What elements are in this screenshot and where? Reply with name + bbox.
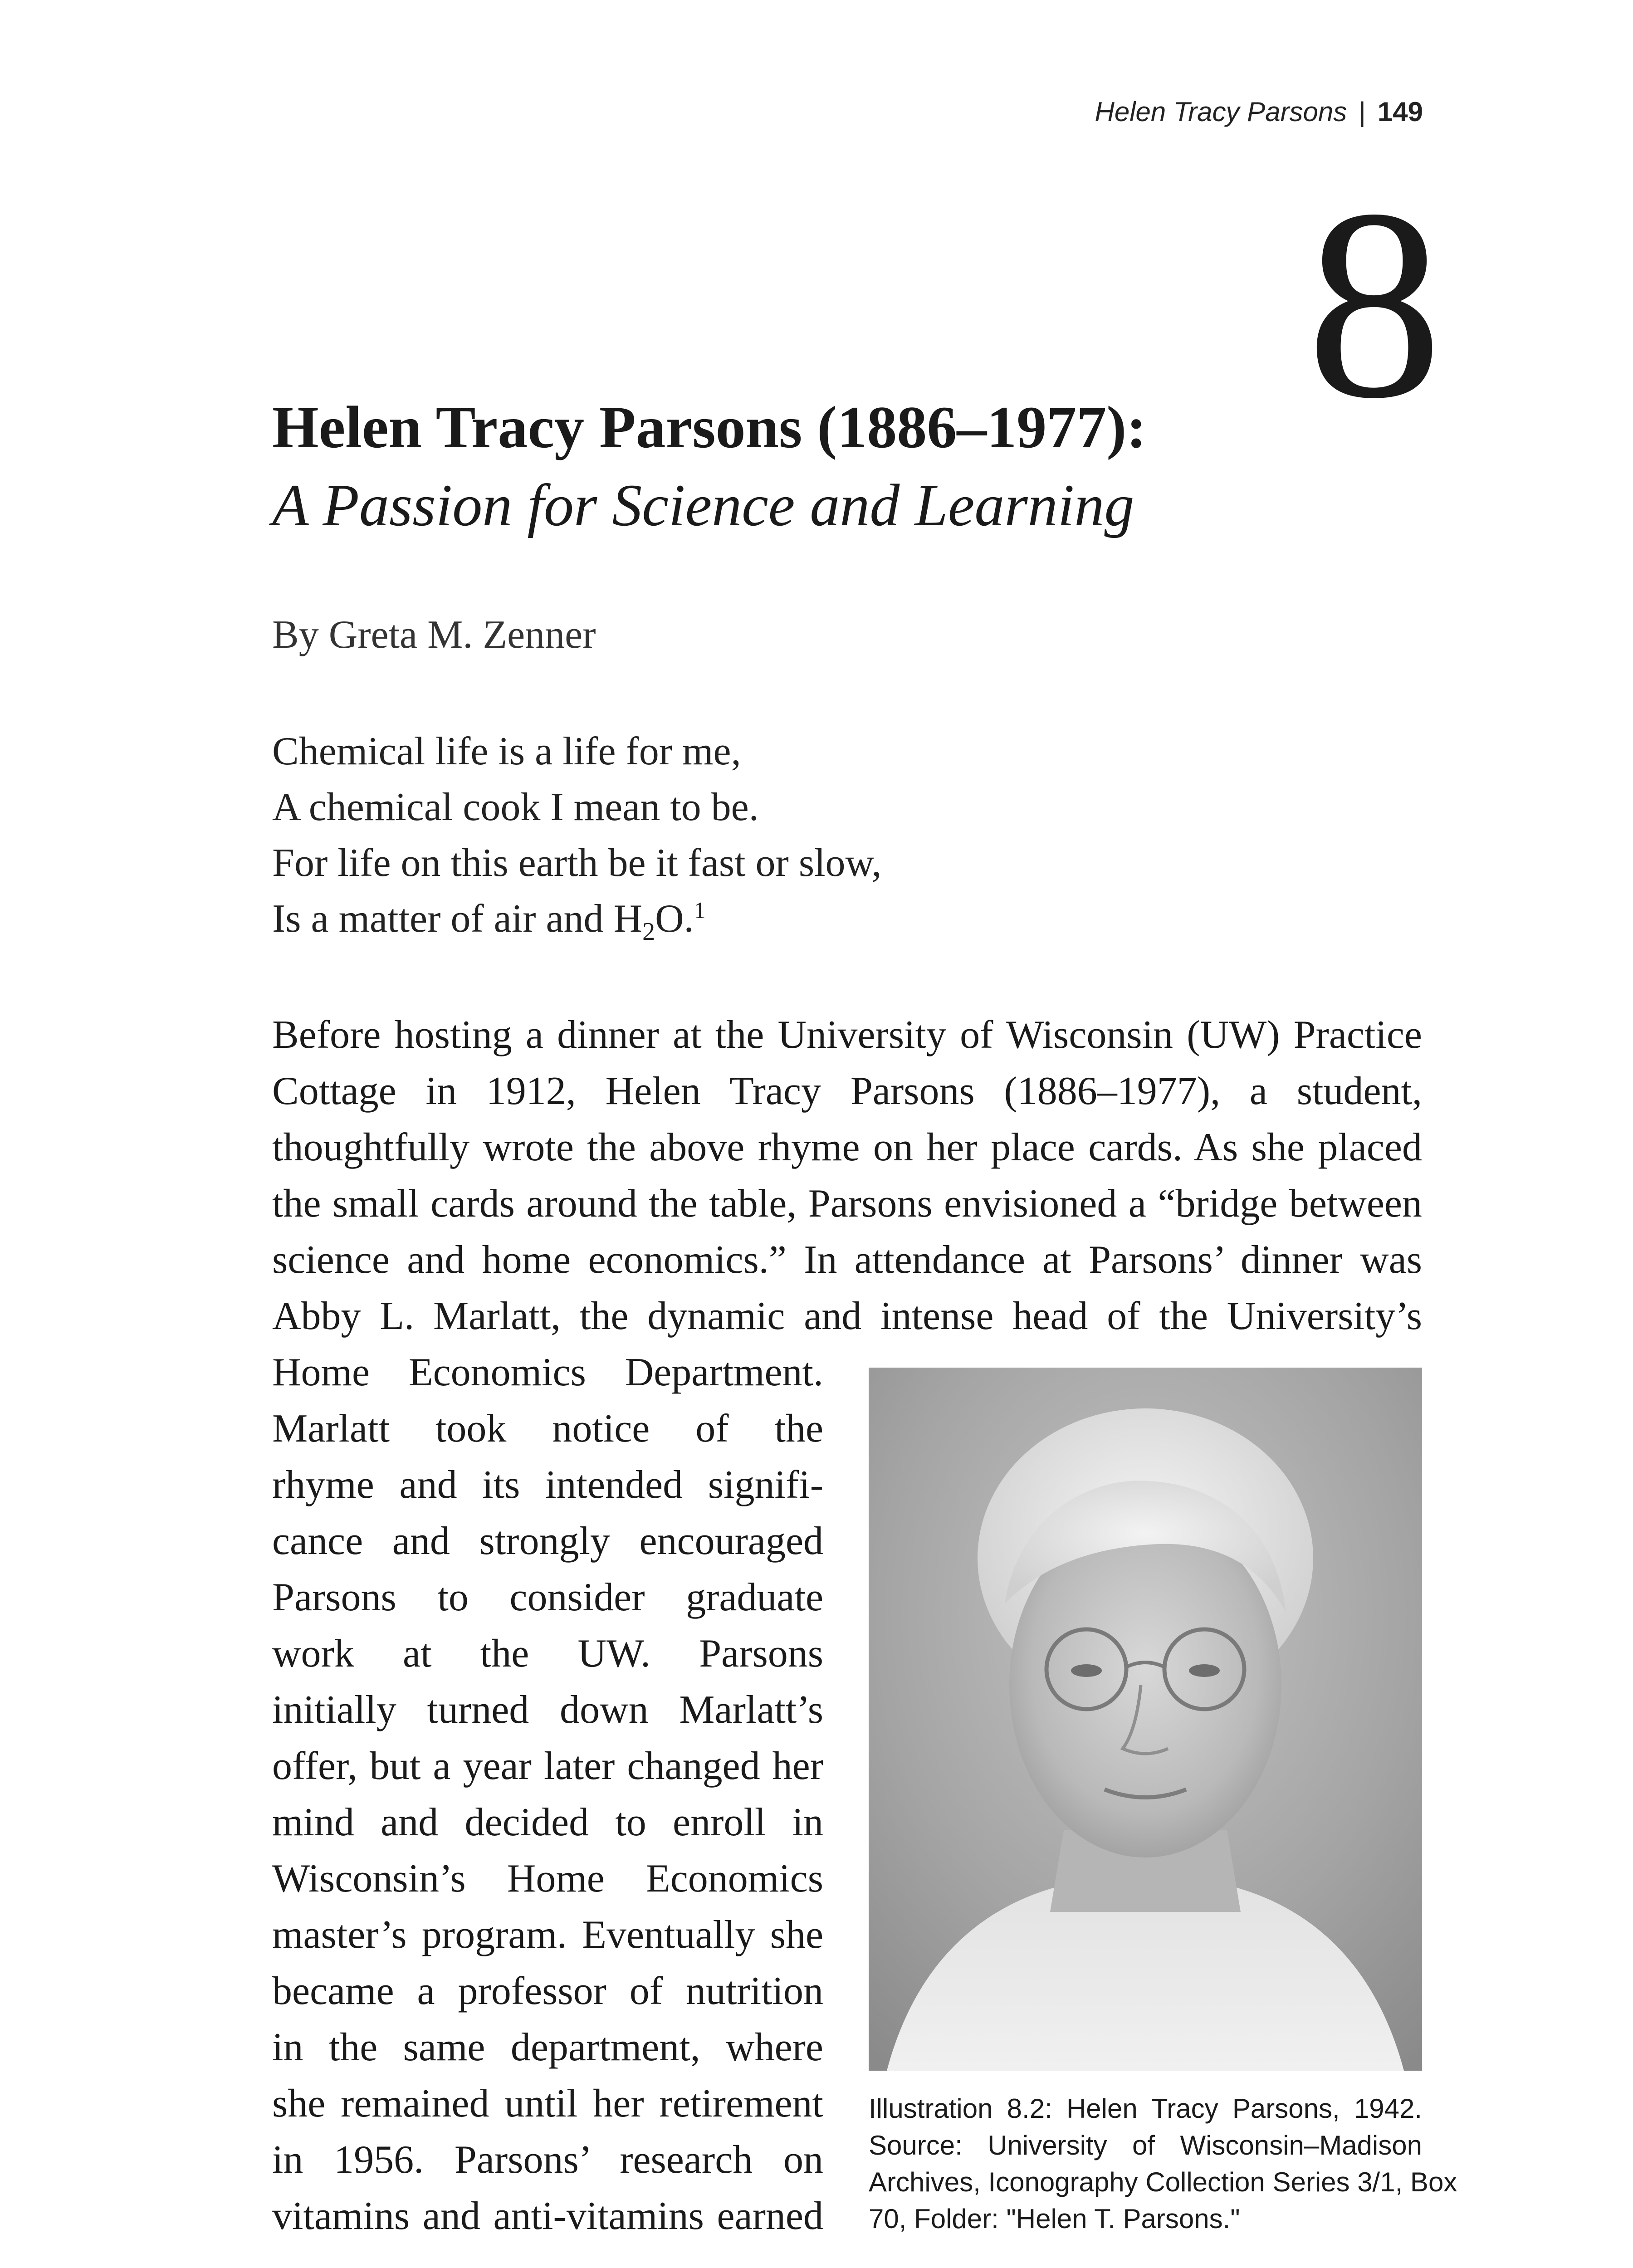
footnote-marker[interactable]: 1 bbox=[694, 898, 706, 924]
body-line: thoughtfully wrote the above rhyme on her place cards. As she placed bbox=[272, 1125, 1422, 1169]
epigraph-line bbox=[272, 891, 1270, 947]
epigraph-line: For life on this earth be it fast or slow, bbox=[272, 841, 882, 885]
running-head bbox=[1095, 96, 1423, 127]
chapter-title: Helen Tracy Parsons (1886–1977): bbox=[272, 394, 1147, 460]
epigraph bbox=[272, 723, 1270, 947]
body-line: Parsons to consider graduate bbox=[272, 1575, 823, 1619]
body-line: Home Economics Department. bbox=[272, 1350, 823, 1394]
body-paragraph-wrapped bbox=[272, 1344, 823, 2244]
body-line: initially turned down Marlatt’s bbox=[272, 1688, 823, 1732]
body-line: Abby L. Marlatt, the dynamic and intense head of the University’s bbox=[272, 1294, 1422, 1338]
body-line: Wisconsin’s Home Economics bbox=[272, 1857, 823, 1901]
body-line: in the same department, where bbox=[272, 2025, 823, 2069]
body-line: in 1956. Parsons’ research on bbox=[272, 2138, 823, 2182]
caption-line: 70, Folder: "Helen T. Parsons." bbox=[869, 2204, 1240, 2234]
chapter-subtitle: A Passion for Science and Learning bbox=[272, 472, 1134, 538]
body-line: she remained until her retirement bbox=[272, 2082, 823, 2126]
body-line: cance and strongly encouraged bbox=[272, 1519, 823, 1563]
body-line: work at the UW. Parsons bbox=[272, 1632, 823, 1676]
subscript: 2 bbox=[642, 918, 655, 946]
photo-caption bbox=[869, 2090, 1457, 2237]
body-line: the small cards around the table, Parsons envisioned a “bridge between bbox=[272, 1182, 1422, 1226]
caption-line: Source: University of Wisconsin–Madison bbox=[869, 2130, 1422, 2160]
epigraph-line-text: Is a matter of air and H bbox=[272, 897, 643, 941]
epigraph-line: A chemical cook I mean to be. bbox=[272, 785, 759, 829]
body-line: master’s program. Eventually she bbox=[272, 1913, 823, 1957]
body-line: offer, but a year later changed her bbox=[272, 1744, 823, 1788]
body-line: mind and decided to enroll in bbox=[272, 1800, 823, 1844]
portrait-photo-icon bbox=[869, 1368, 1422, 2071]
body-line: Before hosting a dinner at the University of Wisconsin (UW) Practice bbox=[272, 1013, 1422, 1057]
body-paragraph bbox=[272, 1007, 1422, 1344]
body-line: rhyme and its intended signifi- bbox=[272, 1463, 823, 1507]
body-line: vitamins and anti-vitamins earned bbox=[272, 2194, 823, 2238]
page-number: 149 bbox=[1377, 97, 1423, 127]
body-line: became a professor of nutrition bbox=[272, 1969, 823, 2013]
epigraph-line: Chemical life is a life for me, bbox=[272, 729, 741, 773]
body-line: Marlatt took notice of the bbox=[272, 1407, 823, 1451]
running-head-separator: | bbox=[1359, 97, 1366, 127]
running-head-title: Helen Tracy Parsons bbox=[1095, 97, 1347, 127]
caption-line: Illustration 8.2: Helen Tracy Parsons, 1942. bbox=[869, 2093, 1422, 2124]
body-line: Cottage in 1912, Helen Tracy Parsons (1886–1977), a student, bbox=[272, 1069, 1422, 1113]
body-line: science and home economics.” In attendance at Parsons’ dinner was bbox=[272, 1238, 1422, 1282]
portrait-photo bbox=[869, 1368, 1422, 2071]
byline: By Greta M. Zenner bbox=[272, 613, 596, 657]
epigraph-line-text: O. bbox=[655, 897, 694, 941]
chapter-number: 8 bbox=[1306, 153, 1442, 455]
caption-line: Archives, Iconography Collection Series 3/1, Box bbox=[869, 2167, 1457, 2197]
